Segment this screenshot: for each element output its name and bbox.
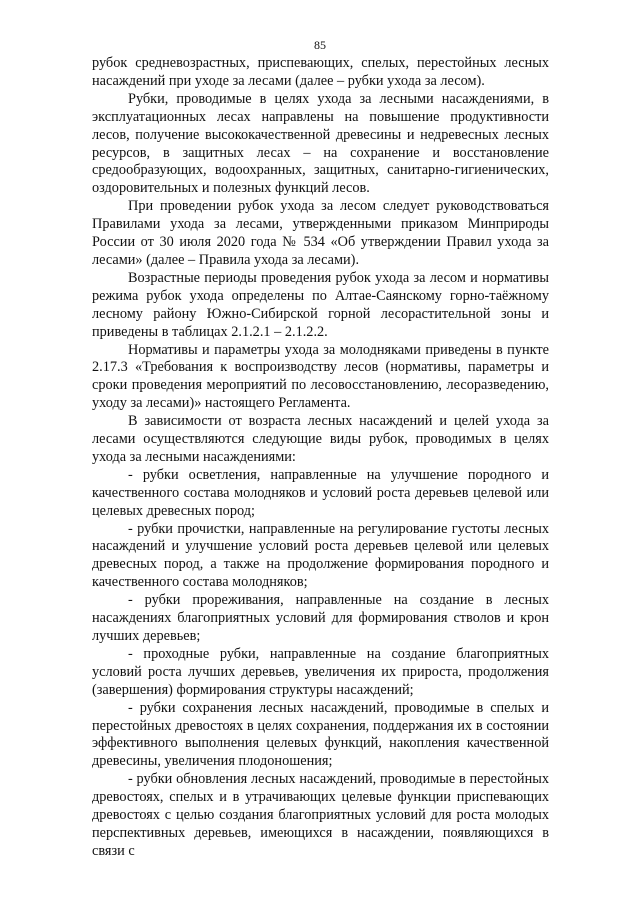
paragraph-age-periods: Возрастные периоды проведения рубок ухода за лесом и нормативы режима рубок ухода определены по Алтае-Саянскому горно-таёжному лесному району Южно-Сибирской горной лесорастительной зоны и приведены в таблицах 2.1.2.1 – 2.1.2.2.: [92, 269, 549, 340]
list-item-release-cutting: - рубки осветления, направленные на улучшение породного и качественного состава молодняков и условий роста деревьев целевой или целевых древесных пород;: [92, 466, 549, 519]
document-body: [92, 55, 549, 861]
list-item-renewal-cutting: - рубки обновления лесных насаждений, проводимые в перестойных древостоях, спелых и в утрачивающих целевые функции приспевающих древостоях с целью создания благоприятных условий для роста молодых перспективных деревьев, имеющихся в насаждении, появляющихся в связи с: [92, 771, 549, 859]
list-item-cleaning-cutting: - рубки прочистки, направленные на регулирование густоты лесных насаждений и улучшение условий роста деревьев целевой или целевых древесных пород, а также на продолжение формирования породного и качественного состава молодняков;: [92, 520, 549, 591]
paragraph-continuation: рубок средневозрастных, приспевающих, спелых, перестойных лесных насаждений при уходе за лесами (далее – рубки ухода за лесом).: [92, 55, 549, 89]
list-item-improvement-cutting: - проходные рубки, направленные на создание благоприятных условий роста лучших деревьев, увеличения их прироста, продолжения (завершения) формирования структуры насаждений;: [92, 645, 549, 698]
paragraph-rules-reference: При проведении рубок ухода за лесом следует руководствоваться Правилами ухода за лесами, утвержденными приказом Минприроды России от 30 июля 2020 года № 534 «Об утверждении Правил ухода за лесами» (далее – Правила ухода за лесами).: [92, 198, 549, 268]
paragraph-thinning-types-intro: В зависимости от возраста лесных насаждений и целей ухода за лесами осуществляются следующие виды рубок, проводимых в целях ухода за лесными насаждениями:: [92, 413, 549, 465]
paragraph-young-stand-norms: Нормативы и параметры ухода за молодняками приведены в пункте 2.17.3 «Требования к воспроизводству лесов (нормативы, параметры и сроки проведения мероприятий по лесовосстановлению, лесоразведению, уходу за лесами)» настоящего Регламента.: [92, 341, 549, 412]
page-number: 85: [314, 38, 326, 52]
paragraph-thinning-purpose: Рубки, проводимые в целях ухода за лесными насаждениями, в эксплуатационных лесах направлены на повышение продуктивности лесов, получение высококачественной древесины и недревесных лесных ресурсов, в защитных лесах – на сохранение и восстановление средообразующих, водоохранных, защитных, санитарно-гигиенических, оздоровительных и полезных функций лесов.: [92, 90, 549, 197]
list-item-preservation-cutting: - рубки сохранения лесных насаждений, проводимые в спелых и перестойных древостоях в целях сохранения, поддержания их в состоянии эффективного выполнения целевых функций, накопления качественной древесины, увеличения плодоношения;: [92, 699, 549, 770]
list-item-thinning-cutting: - рубки прореживания, направленные на создание в лесных насаждениях благоприятных условий для формирования стволов и крон лучших деревьев;: [92, 592, 549, 644]
